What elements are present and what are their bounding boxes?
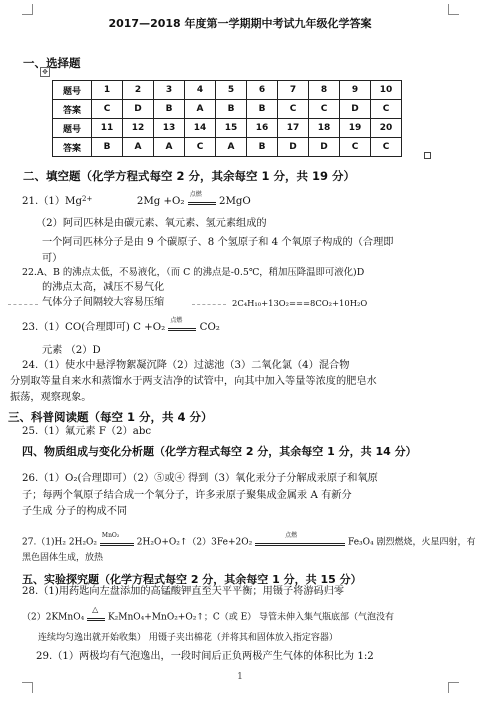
table-cell: 6	[247, 81, 278, 100]
q29-line: 29.（1）两极均有气泡逸出，一段时间后正负两极产生气体的体积比为 1:2	[36, 651, 374, 662]
reaction-condition-arrow: 点燃	[168, 322, 196, 332]
q27-line1	[22, 532, 476, 548]
table-cell: 8	[309, 81, 340, 100]
q25-line: 25.（1）氟元素 F（2）abc	[22, 426, 152, 437]
reaction-condition-arrow: 点燃	[188, 196, 216, 206]
reaction-condition-arrow: 点燃	[255, 537, 345, 547]
table-cell: 13	[154, 119, 185, 138]
section4-heading: 四、物质组成与变化分析题（化学方程式每空 2 分，其余每空 1 分，共 14 分）	[22, 445, 417, 458]
q28-line2	[22, 605, 395, 623]
table-cell: 7	[278, 81, 309, 100]
table-cell: A	[123, 138, 154, 157]
page-corner-mark-bottom-right	[448, 682, 459, 693]
table-cell: 5	[216, 81, 247, 100]
q22-line3: 气体分子间隔较大容易压缩	[42, 297, 165, 308]
q24-line2: 分别取等量自来水和蒸馏水于两支洁净的试管中，向其中加入等量等浓度的肥皂水	[10, 376, 377, 387]
page-corner-mark-top-right	[448, 4, 459, 15]
q21-equation-left: 2Mg +O₂	[136, 196, 185, 207]
q26-line1: 26.（1）O₂(合理即可）（2）⑤或④ 得到（3）氧化汞分子分解成汞原子和氧原	[22, 473, 378, 484]
page-corner-mark-top-left	[22, 4, 33, 15]
row-label: 答案	[53, 138, 92, 157]
table-move-handle-icon[interactable]: ✥	[40, 67, 50, 77]
table-cell: 4	[185, 81, 216, 100]
table-cell: A	[216, 138, 247, 157]
q26-line2: 子；每两个氧原子结合成一个氧分子，许多汞原子聚集成金属汞 A 有新分	[22, 490, 352, 501]
q28-equation-right: K₂MnO₄+MnO₂+O₂↑；C（或 E） 导管未伸入集气瓶底部（气泡没有	[107, 612, 395, 623]
table-cell: C	[340, 138, 371, 157]
dotted-separator	[192, 304, 226, 305]
q26-line3: 子生成 分子的构成不同	[22, 506, 128, 517]
table-cell: C	[309, 100, 340, 119]
table-cell: B	[154, 100, 185, 119]
q24-line3: 振荡，观察现象。	[10, 392, 92, 403]
table-cell: A	[185, 100, 216, 119]
q27-part2: 2H₂O+O₂↑（2）3Fe+2O₂	[136, 537, 253, 548]
table-cell: 2	[123, 81, 154, 100]
q28-equation-left: （2）2KMnO₄	[22, 612, 85, 623]
q24-line1: 24.（1）使水中悬浮物絮凝沉降（2）过滤池（3）二氧化氯（4）混合物	[22, 360, 350, 371]
q22-equation: 2C₄H₁₀+13O₂===8CO₂+10H₂O	[232, 298, 368, 308]
q23-line1	[22, 317, 220, 333]
q28-line1: 28.（1)用药匙向左盘添加的高锰酸钾直至天平平衡；用镊子将游码归零	[22, 586, 345, 597]
table-cell: 19	[340, 119, 371, 138]
page-corner-mark-bottom-left	[22, 682, 33, 693]
table-cell: 17	[278, 119, 309, 138]
table-row	[53, 81, 402, 100]
table-cell: D	[340, 100, 371, 119]
table-cell: 1	[92, 81, 123, 100]
table-cell: C	[278, 100, 309, 119]
q23-equation-right: CO₂	[199, 322, 220, 333]
table-cell: 9	[340, 81, 371, 100]
table-cell: 3	[154, 81, 185, 100]
table-cell: 11	[92, 119, 123, 138]
q22-line1: 22.A、B 的沸点太低，不易液化，（而 C 的沸点是-0.5℃，稍加压降温即可液化)D	[22, 267, 365, 278]
table-cell: B	[216, 100, 247, 119]
table-row	[53, 138, 402, 157]
table-cell: C	[371, 100, 402, 119]
table-cell: 15	[216, 119, 247, 138]
table-cell: 12	[123, 119, 154, 138]
q21-ion-charge: 2+	[82, 195, 93, 203]
q27-part1: 27.（1)H₂ 2H₂O₂	[22, 537, 98, 548]
section5-heading: 五、实验探究题（化学方程式每空 2 分，其余每空 1 分，共 15 分）	[22, 573, 362, 586]
q23-line2: 元素 （2）D	[42, 345, 101, 356]
q23-equation-left: 23.（1）CO(合理即可) C +O₂	[22, 322, 166, 333]
page-number: 1	[237, 672, 243, 682]
table-cell: C	[92, 100, 123, 119]
document-title: 2017—2018 年度第一学期期中考试九年级化学答案	[108, 17, 372, 30]
reaction-condition-arrow: MnO₂	[100, 537, 134, 547]
answer-table	[52, 80, 402, 157]
section2-heading: 二、填空题（化学方程式每空 2 分，其余每空 1 分，共 19 分）	[23, 169, 356, 183]
table-cell: A	[154, 138, 185, 157]
table-cell: D	[309, 138, 340, 157]
heat-condition-arrow: △	[87, 612, 105, 622]
q22-line2: 的沸点太高，减压不易气化	[42, 282, 165, 293]
table-cell: C	[371, 138, 402, 157]
table-cell: B	[247, 100, 278, 119]
table-cell: 20	[371, 119, 402, 138]
table-cell: D	[278, 138, 309, 157]
table-cell: D	[123, 100, 154, 119]
table-resize-handle[interactable]	[424, 152, 431, 159]
q21-part2-line3: 可）	[42, 253, 63, 264]
table-row	[53, 119, 402, 138]
row-label: 题号	[53, 81, 92, 100]
table-cell: B	[92, 138, 123, 157]
table-cell: 16	[247, 119, 278, 138]
table-cell: 10	[371, 81, 402, 100]
table-cell: 18	[309, 119, 340, 138]
q21-part2-line2: 一个阿司匹林分子是由 9 个碳原子、8 个氢原子和 4 个氧原子构成的（合理即	[42, 237, 394, 248]
table-cell: B	[247, 138, 278, 157]
q21-line1	[22, 191, 251, 207]
q21-answer-ion: 21.（1）Mg	[22, 196, 83, 207]
q27-part3: Fe₃O₄ 剧烈燃烧，火星四射，有	[347, 537, 476, 548]
table-row	[53, 100, 402, 119]
table-cell: C	[185, 138, 216, 157]
q21-equation-right: 2MgO	[219, 196, 251, 207]
section3-heading: 三、科普阅读题（每空 1 分，共 4 分）	[8, 410, 213, 424]
table-cell: 14	[185, 119, 216, 138]
section1-heading: 一、选择题	[23, 56, 81, 70]
q21-part2-line1: （2）阿司匹林是由碳元素、氧元素、氢元素组成的	[36, 218, 267, 229]
q27-line2: 黑色固体生成，放热	[22, 553, 104, 563]
row-label: 题号	[53, 119, 92, 138]
row-label: 答案	[53, 100, 92, 119]
q28-line3: 连续均匀逸出就开始收集） 用镊子夹出棉花（并将其和固体放入指定容器）	[38, 633, 338, 643]
dotted-separator	[8, 304, 38, 305]
